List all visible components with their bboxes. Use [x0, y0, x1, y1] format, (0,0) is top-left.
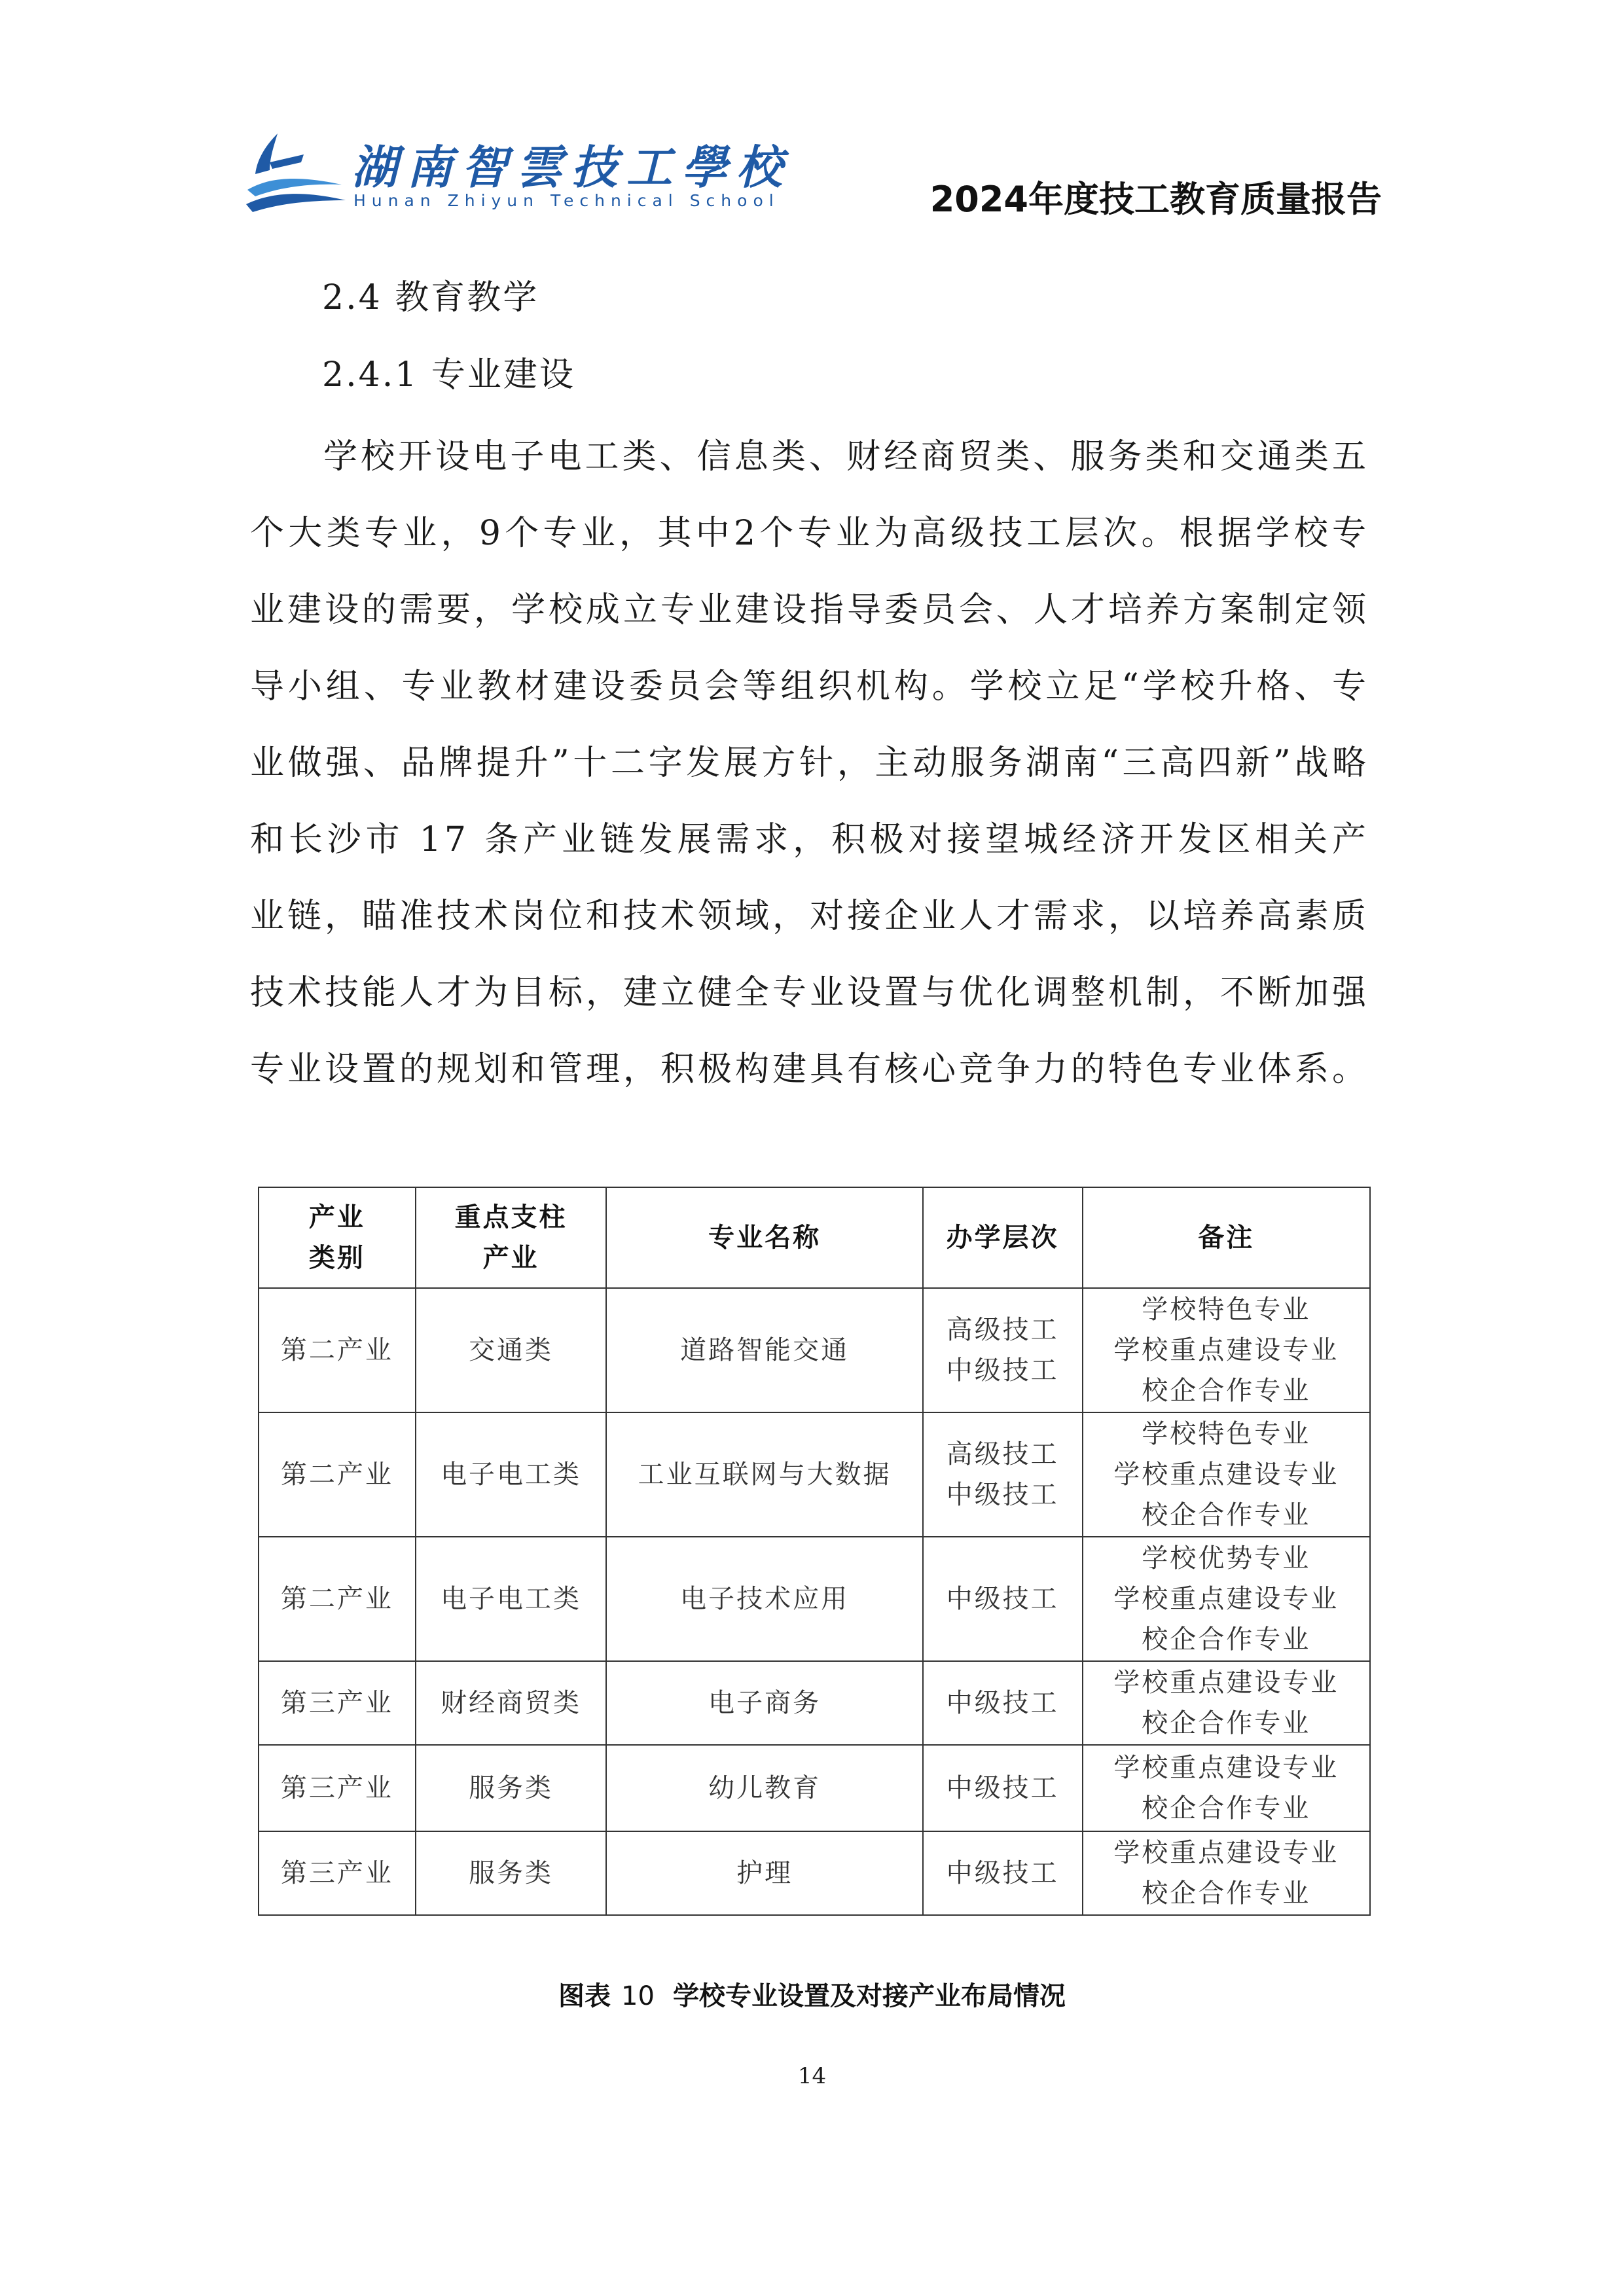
table-row: [259, 1412, 1370, 1537]
cell-line: 校企合作专业: [1142, 1376, 1311, 1406]
cell-line: 专业名称: [708, 1222, 821, 1253]
logo-english-name: Hunan Zhiyun Technical School: [353, 191, 780, 210]
cell-level: [923, 1831, 1083, 1915]
cell-line: 第二产业: [280, 1460, 393, 1490]
cell-line: 备注: [1198, 1222, 1255, 1253]
cell-remarks: [1083, 1831, 1370, 1915]
wave-logo-icon: [244, 128, 348, 220]
cell-major: [606, 1831, 922, 1915]
cell-line: 第三产业: [280, 1773, 393, 1803]
cell-line: 第二产业: [280, 1335, 393, 1365]
cell-level: [923, 1537, 1083, 1661]
cell-industry: [259, 1412, 416, 1537]
table-row: [259, 1537, 1370, 1661]
header-major-name: [606, 1187, 922, 1288]
page-number: 14: [797, 2063, 827, 2089]
report-title: 2024年度技工教育质量报告: [929, 179, 1382, 220]
cell-line: 中级技工: [946, 1688, 1059, 1718]
cell-line: 学校重点建设专业: [1113, 1753, 1339, 1783]
cell-remarks: [1083, 1661, 1370, 1745]
cell-line: 中级技工: [946, 1584, 1059, 1614]
cell-line: 学校重点建设专业: [1113, 1838, 1339, 1868]
cell-line: 财经商贸类: [441, 1688, 582, 1718]
cell-line: 电子技术应用: [680, 1584, 850, 1614]
major-settings-table: [258, 1187, 1371, 1916]
cell-pillar: [416, 1412, 607, 1537]
cell-major: [606, 1412, 922, 1537]
cell-line: 第三产业: [280, 1858, 393, 1888]
header-text: [928, 1217, 1078, 1258]
cell-line: 校企合作专业: [1142, 1624, 1311, 1655]
cell-level: [923, 1412, 1083, 1537]
header-industry-category: [259, 1187, 416, 1288]
cell-major: [606, 1745, 922, 1831]
table-row: [259, 1288, 1370, 1412]
cell-line: 中级技工: [946, 1480, 1059, 1510]
cell-pillar: [416, 1661, 607, 1745]
cell-line: 护理: [736, 1858, 793, 1888]
cell-level: [923, 1288, 1083, 1412]
section-heading: 2.4 教育教学: [322, 278, 539, 317]
header-text: [263, 1197, 411, 1278]
cell-line: 服务类: [469, 1858, 554, 1888]
cell-line: 交通类: [469, 1335, 554, 1365]
header-text: [611, 1217, 918, 1258]
cell-major: [606, 1661, 922, 1745]
cell-line: 重点支柱: [454, 1202, 568, 1232]
cell-line: 中级技工: [946, 1355, 1059, 1386]
cell-pillar: [416, 1745, 607, 1831]
subsection-heading: 2.4.1 专业建设: [322, 355, 575, 395]
cell-industry: [259, 1661, 416, 1745]
cell-major: [606, 1537, 922, 1661]
header-text: [1087, 1217, 1365, 1258]
cell-remarks: [1083, 1537, 1370, 1661]
cell-pillar: [416, 1537, 607, 1661]
cell-line: 校企合作专业: [1142, 1500, 1311, 1530]
cell-line: 类别: [308, 1242, 365, 1273]
cell-line: 高级技工: [946, 1439, 1059, 1469]
table-caption: [0, 1975, 1624, 2013]
cell-level: [923, 1745, 1083, 1831]
cell-line: 产业: [482, 1242, 539, 1273]
cell-line: 办学层次: [946, 1222, 1059, 1253]
cell-line: 高级技工: [946, 1315, 1059, 1345]
school-logo: [244, 128, 791, 220]
cell-line: 校企合作专业: [1142, 1708, 1311, 1738]
cell-industry: [259, 1537, 416, 1661]
cell-line: 中级技工: [946, 1858, 1059, 1888]
cell-line: 幼儿教育: [708, 1773, 821, 1803]
cell-line: 工业互联网与大数据: [638, 1460, 892, 1490]
cell-line: 电子商务: [708, 1688, 821, 1718]
cell-level: [923, 1661, 1083, 1745]
cell-line: 第二产业: [280, 1584, 393, 1614]
cell-line: 学校特色专业: [1142, 1295, 1311, 1325]
cell-line: 道路智能交通: [680, 1335, 850, 1365]
cell-line: 学校重点建设专业: [1113, 1584, 1339, 1614]
cell-line: 电子电工类: [441, 1584, 582, 1614]
cell-line: 学校重点建设专业: [1113, 1460, 1339, 1490]
cell-line: 校企合作专业: [1142, 1878, 1311, 1909]
cell-remarks: [1083, 1412, 1370, 1537]
header-remarks: [1083, 1187, 1370, 1288]
cell-line: 学校重点建设专业: [1113, 1668, 1339, 1698]
cell-line: 电子电工类: [441, 1460, 582, 1490]
cell-line: 学校重点建设专业: [1113, 1335, 1339, 1365]
table-row: [259, 1745, 1370, 1831]
logo-chinese-name: 湖南智雲技工學校: [352, 140, 791, 194]
cell-industry: [259, 1745, 416, 1831]
cell-line: 学校特色专业: [1142, 1419, 1311, 1449]
cell-line: 中级技工: [946, 1773, 1059, 1803]
caption-prefix: 图表: [558, 1981, 611, 2011]
cell-remarks: [1083, 1288, 1370, 1412]
cell-major: [606, 1288, 922, 1412]
cell-industry: [259, 1831, 416, 1915]
cell-pillar: [416, 1831, 607, 1915]
cell-line: 产业: [308, 1202, 365, 1232]
table-row: [259, 1661, 1370, 1745]
header-level: [923, 1187, 1083, 1288]
table-header-row: [259, 1187, 1370, 1288]
cell-industry: [259, 1288, 416, 1412]
table-row: [259, 1831, 1370, 1915]
cell-line: 学校优势专业: [1142, 1543, 1311, 1573]
header-text: [420, 1197, 602, 1278]
cell-pillar: [416, 1288, 607, 1412]
caption-text: 学校专业设置及对接产业布局情况: [672, 1981, 1066, 2011]
caption-number: 10: [621, 1981, 655, 2011]
cell-line: 校企合作专业: [1142, 1793, 1311, 1823]
body-paragraph: 学校开设电子电工类、信息类、财经商贸类、服务类和交通类五个大类专业，9个专业，其中2个专业为高级技工层次。根据学校专业建设的需要，学校成立专业建设指导委员会、人才培养方案制定领导小组、专业教材建设委员会等组织机构。学校立足“学校升格、专业做强、品牌提升”十二字发展方针，主动服务湖南“三高四新”战略和长沙市 17 条产业链发展需求，积极对接望城经济开发区相关产业链，瞄准技术岗位和技术领域，对接企业人才需求，以培养高素质技术技能人才为目标，建立健全专业设置与优化调整机制，不断加强专业设置的规划和管理，积极构建具有核心竞争力的特色专业体系。: [250, 437, 1370, 1089]
cell-line: 服务类: [469, 1773, 554, 1803]
cell-remarks: [1083, 1745, 1370, 1831]
cell-line: 第三产业: [280, 1688, 393, 1718]
header-pillar-industry: [416, 1187, 607, 1288]
